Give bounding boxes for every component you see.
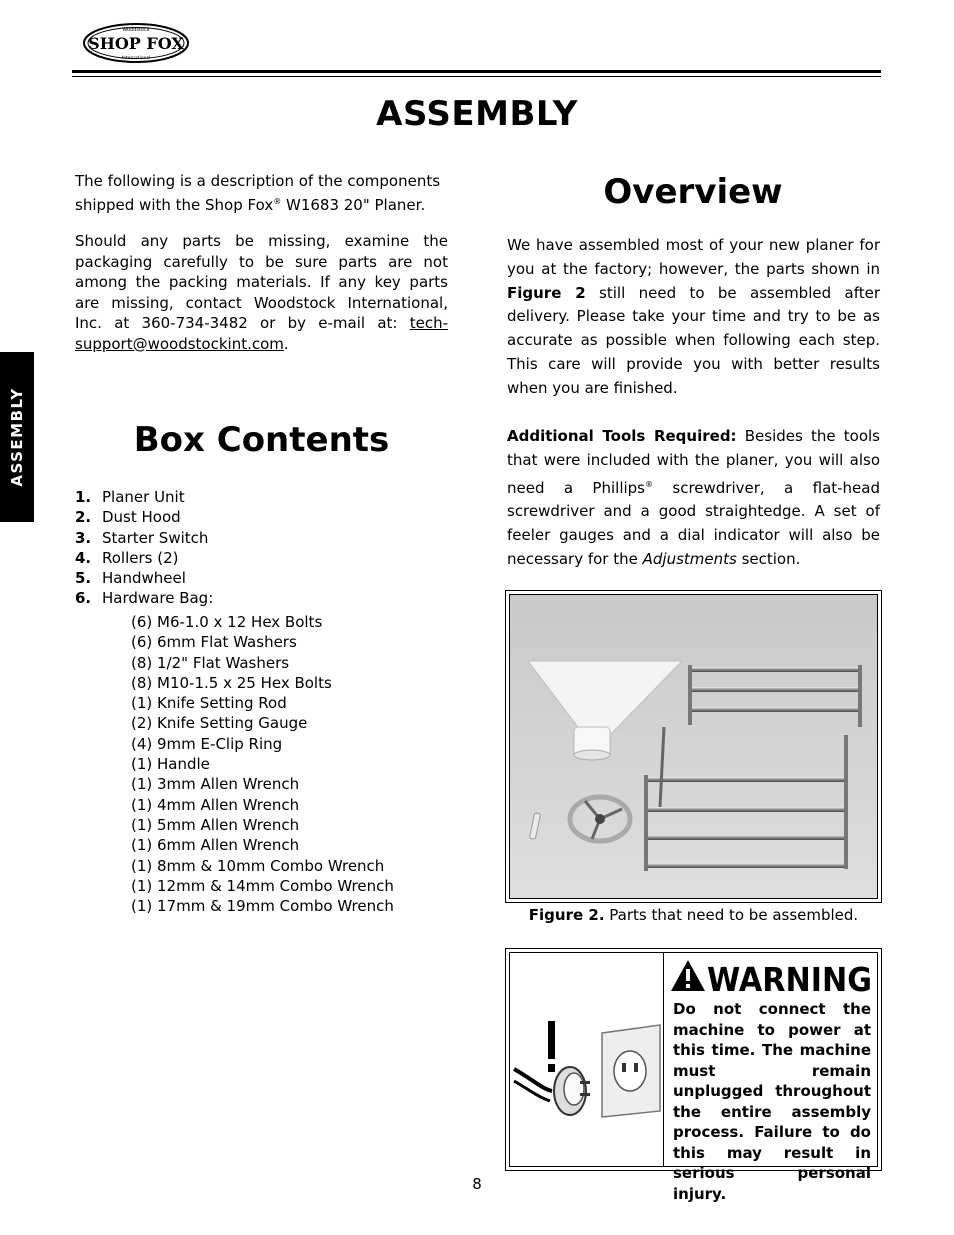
section-side-tab	[0, 352, 34, 522]
tools-label: Additional Tools Required:	[507, 427, 737, 445]
header-rule	[72, 70, 881, 73]
hardware-item: (6) M6-1.0 x 12 Hex Bolts	[131, 613, 323, 631]
page-number: 8	[472, 1175, 482, 1193]
list-item	[75, 528, 455, 548]
shop-fox-logo	[82, 22, 190, 64]
page-title: ASSEMBLY	[376, 94, 578, 134]
warning-divider	[663, 953, 664, 1166]
item-label: Planer Unit	[102, 488, 185, 506]
warning-header	[670, 957, 874, 997]
list-item	[75, 487, 455, 507]
hardware-item: (1) Knife Setting Rod	[131, 694, 287, 713]
hardware-item: (2) Knife Setting Gauge	[131, 714, 308, 733]
adjustments-reference: Adjustments	[642, 549, 737, 568]
logo-text: SHOP FOX	[88, 34, 184, 53]
figure-label: Figure 2.	[528, 906, 605, 924]
hardware-item: (1) 8mm & 10mm Combo Wrench	[131, 856, 385, 875]
hardware-item: (1) 3mm Allen Wrench	[131, 775, 300, 794]
hardware-item: (8) 1/2" Flat Washers	[131, 653, 290, 672]
figure-frame	[505, 590, 882, 903]
item-label: Dust Hood	[102, 508, 181, 527]
figure-2-image	[509, 594, 878, 899]
item-label: Rollers (2)	[102, 548, 179, 567]
item-number: 5.	[75, 569, 92, 588]
header-rule-thin	[72, 76, 881, 77]
hardware-bag-list	[131, 612, 471, 916]
hardware-item: (1) 6mm Allen Wrench	[131, 836, 300, 855]
list-item	[75, 588, 455, 608]
exclamation-icon	[548, 1021, 555, 1059]
item-number: 2.	[75, 508, 92, 527]
warning-inner-frame	[509, 952, 878, 1203]
tools-text: Besides the tools that were included with the planer, you will also need a Phillips	[507, 427, 880, 497]
hardware-item: (4) 9mm E-Clip Ring	[131, 734, 283, 753]
item-number: 3.	[75, 528, 92, 547]
overview-text-end: still need to be assembled after delivery. Please take your time and try to be as accurate as possible when following each step. This care will provide you with better results when you are finished.	[507, 283, 880, 397]
missing-parts-text: Should any parts be missing, examine the packaging carefully to be sure parts are not among the packing materials. If any key parts are missing, contact Woodstock International, Inc. at 360-734-3482 or by e-mail at:	[75, 232, 448, 332]
warning-box	[505, 948, 882, 1203]
item-number: 4.	[75, 548, 92, 567]
figure-reference: Figure 2	[507, 283, 586, 302]
hardware-item: (1) 4mm Allen Wrench	[131, 795, 300, 814]
warning-heading: WARNING	[707, 960, 872, 997]
caption-text: Parts that need to be assembled.	[604, 906, 859, 924]
hardware-item: (1) 12mm & 14mm Combo Wrench	[131, 876, 394, 895]
side-tab-label: ASSEMBLY	[8, 387, 26, 487]
intro-paragraph-2	[75, 231, 448, 354]
list-item	[75, 507, 455, 527]
unplugged-plug-icon	[510, 953, 663, 1166]
figure-caption	[505, 906, 882, 924]
box-contents-list	[75, 487, 455, 609]
intro-paragraph-1	[75, 171, 448, 215]
item-label: Hardware Bag:	[102, 589, 214, 608]
item-number: 1.	[75, 488, 92, 506]
hardware-item: (1) 5mm Allen Wrench	[131, 815, 300, 834]
hardware-item: (1) 17mm & 19mm Combo Wrench	[131, 897, 394, 916]
list-item	[75, 548, 455, 568]
period: .	[283, 334, 289, 353]
item-number: 6.	[75, 589, 92, 608]
intro-text-end: W1683 20" Planer.	[281, 195, 426, 214]
tools-text-end: section.	[736, 549, 801, 568]
item-label: Starter Switch	[102, 528, 209, 547]
list-item	[75, 568, 455, 588]
box-contents-title: Box Contents	[133, 420, 390, 460]
item-label: Handwheel	[102, 569, 186, 588]
hardware-item: (8) M10-1.5 x 25 Hex Bolts	[131, 673, 332, 692]
registered-mark: ®	[645, 479, 653, 489]
intro-text: The following is a description of the components shipped with the Shop Fox	[75, 172, 441, 214]
tools-paragraph	[507, 425, 880, 572]
warning-text: Do not connect the machine to power at this time. The machine must remain unplugged throughout the entire assembly process. Failure to do this may result in serious personal injury.	[673, 1000, 871, 1203]
support-email-link[interactable]: tech-support@woodstockint.com	[75, 314, 448, 353]
overview-paragraph	[507, 234, 880, 401]
tools-text-mid: screwdriver, a flat-head screwdriver and a good straightedge. A set of feeler gauges and a dial indicator will also be necessary for the	[507, 478, 880, 568]
hardware-item: (1) Handle	[131, 755, 210, 774]
parts-photo	[510, 595, 877, 898]
overview-title: Overview	[603, 172, 783, 212]
logo-arc-top: Woodstock	[122, 27, 150, 33]
logo-arc-bottom: International	[121, 56, 151, 61]
overview-text: We have assembled most of your new planer for you at the factory; however, the parts shown in	[507, 236, 880, 278]
hardware-item: (6) 6mm Flat Washers	[131, 633, 297, 652]
registered-mark: ®	[273, 196, 282, 206]
